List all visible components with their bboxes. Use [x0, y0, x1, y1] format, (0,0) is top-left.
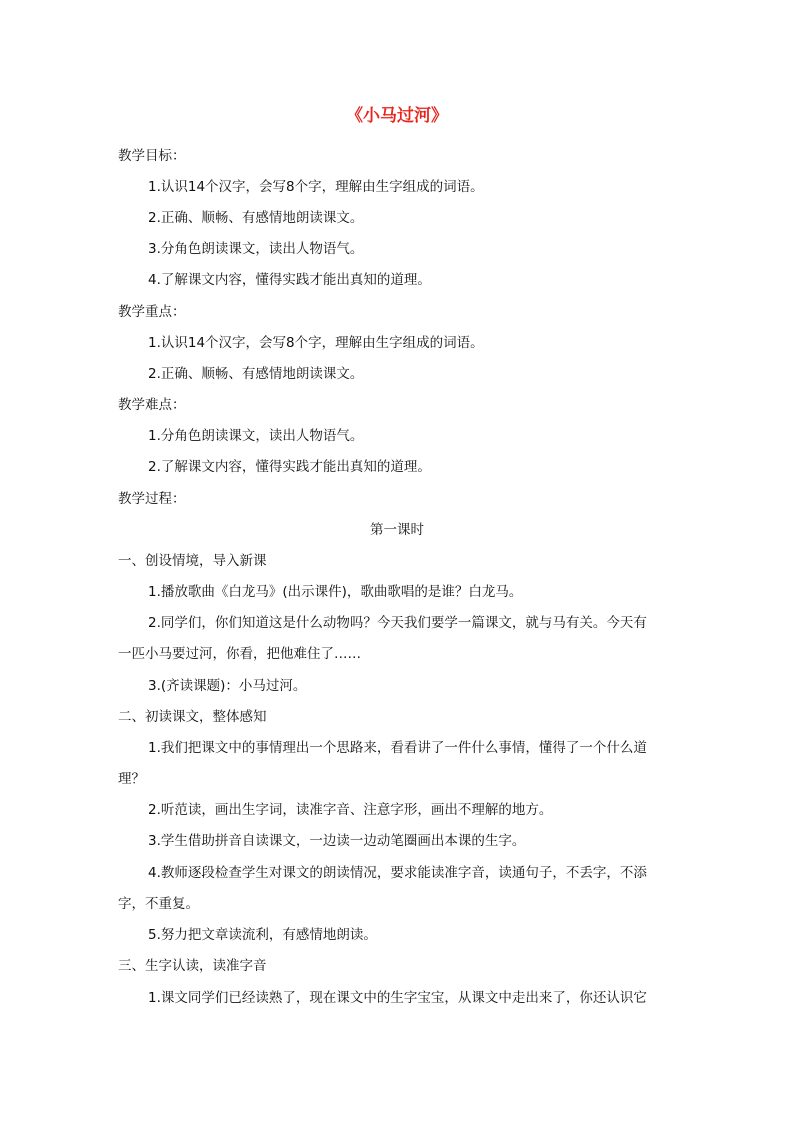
objective-item: 4.了解课文内容，懂得实践才能出真知的道理。 — [148, 272, 431, 288]
paragraph: 4.教师逐段检查学生对课文的朗读情况，要求能读准字音，读通句子，不丢字，不添 — [148, 865, 647, 881]
paragraph: 1.我们把课文中的事情理出一个思路来，看看讲了一件什么事情，懂得了一个什么道 — [148, 740, 647, 756]
paragraph: 5.努力把文章读流利，有感情地朗读。 — [148, 927, 377, 943]
lesson-label: 第一课时 — [370, 522, 424, 538]
objective-item: 1.认识14个汉字，会写8个字，理解由生字组成的词语。 — [148, 179, 484, 195]
difficulties-heading: 教学难点： — [118, 397, 186, 413]
key-point-item: 2.正确、顺畅、有感情地朗读课文。 — [148, 366, 364, 382]
paragraph: 2.同学们，你们知道这是什么动物吗？今天我们要学一篇课文，就与马有关。今天有 — [148, 615, 647, 631]
section-heading: 二、初读课文，整体感知 — [118, 709, 267, 725]
paragraph-continuation: 理？ — [118, 771, 145, 787]
paragraph-continuation: 一匹小马要过河，你看，把他难住了…… — [118, 646, 361, 662]
objective-item: 3.分角色朗读课文，读出人物语气。 — [148, 241, 364, 257]
paragraph: 2.听范读，画出生字词，读准字音、注意字形，画出不理解的地方。 — [148, 802, 553, 818]
objectives-heading: 教学目标： — [118, 148, 186, 164]
paragraph: 3.(齐读课题)：小马过河。 — [148, 678, 307, 694]
key-point-item: 1.认识14个汉字，会写8个字，理解由生字组成的词语。 — [148, 335, 484, 351]
section-heading: 三、生字认读，读准字音 — [118, 958, 267, 974]
difficulty-item: 2.了解课文内容，懂得实践才能出真知的道理。 — [148, 459, 431, 475]
paragraph: 3.学生借助拼音自读课文，一边读一边动笔圈画出本课的生字。 — [148, 833, 526, 849]
process-heading: 教学过程： — [118, 491, 186, 507]
document-title: 《小马过河》 — [346, 106, 448, 126]
paragraph: 1.课文同学们已经读熟了，现在课文中的生字宝宝，从课文中走出来了，你还认识它 — [148, 990, 647, 1006]
paragraph: 1.播放歌曲《白龙马》(出示课件)，歌曲歌唱的是谁？白龙马。 — [148, 584, 523, 600]
paragraph-continuation: 字，不重复。 — [118, 896, 199, 912]
objective-item: 2.正确、顺畅、有感情地朗读课文。 — [148, 210, 364, 226]
key-points-heading: 教学重点： — [118, 304, 186, 320]
section-heading: 一、创设情境，导入新课 — [118, 553, 267, 569]
difficulty-item: 1.分角色朗读课文，读出人物语气。 — [148, 428, 364, 444]
